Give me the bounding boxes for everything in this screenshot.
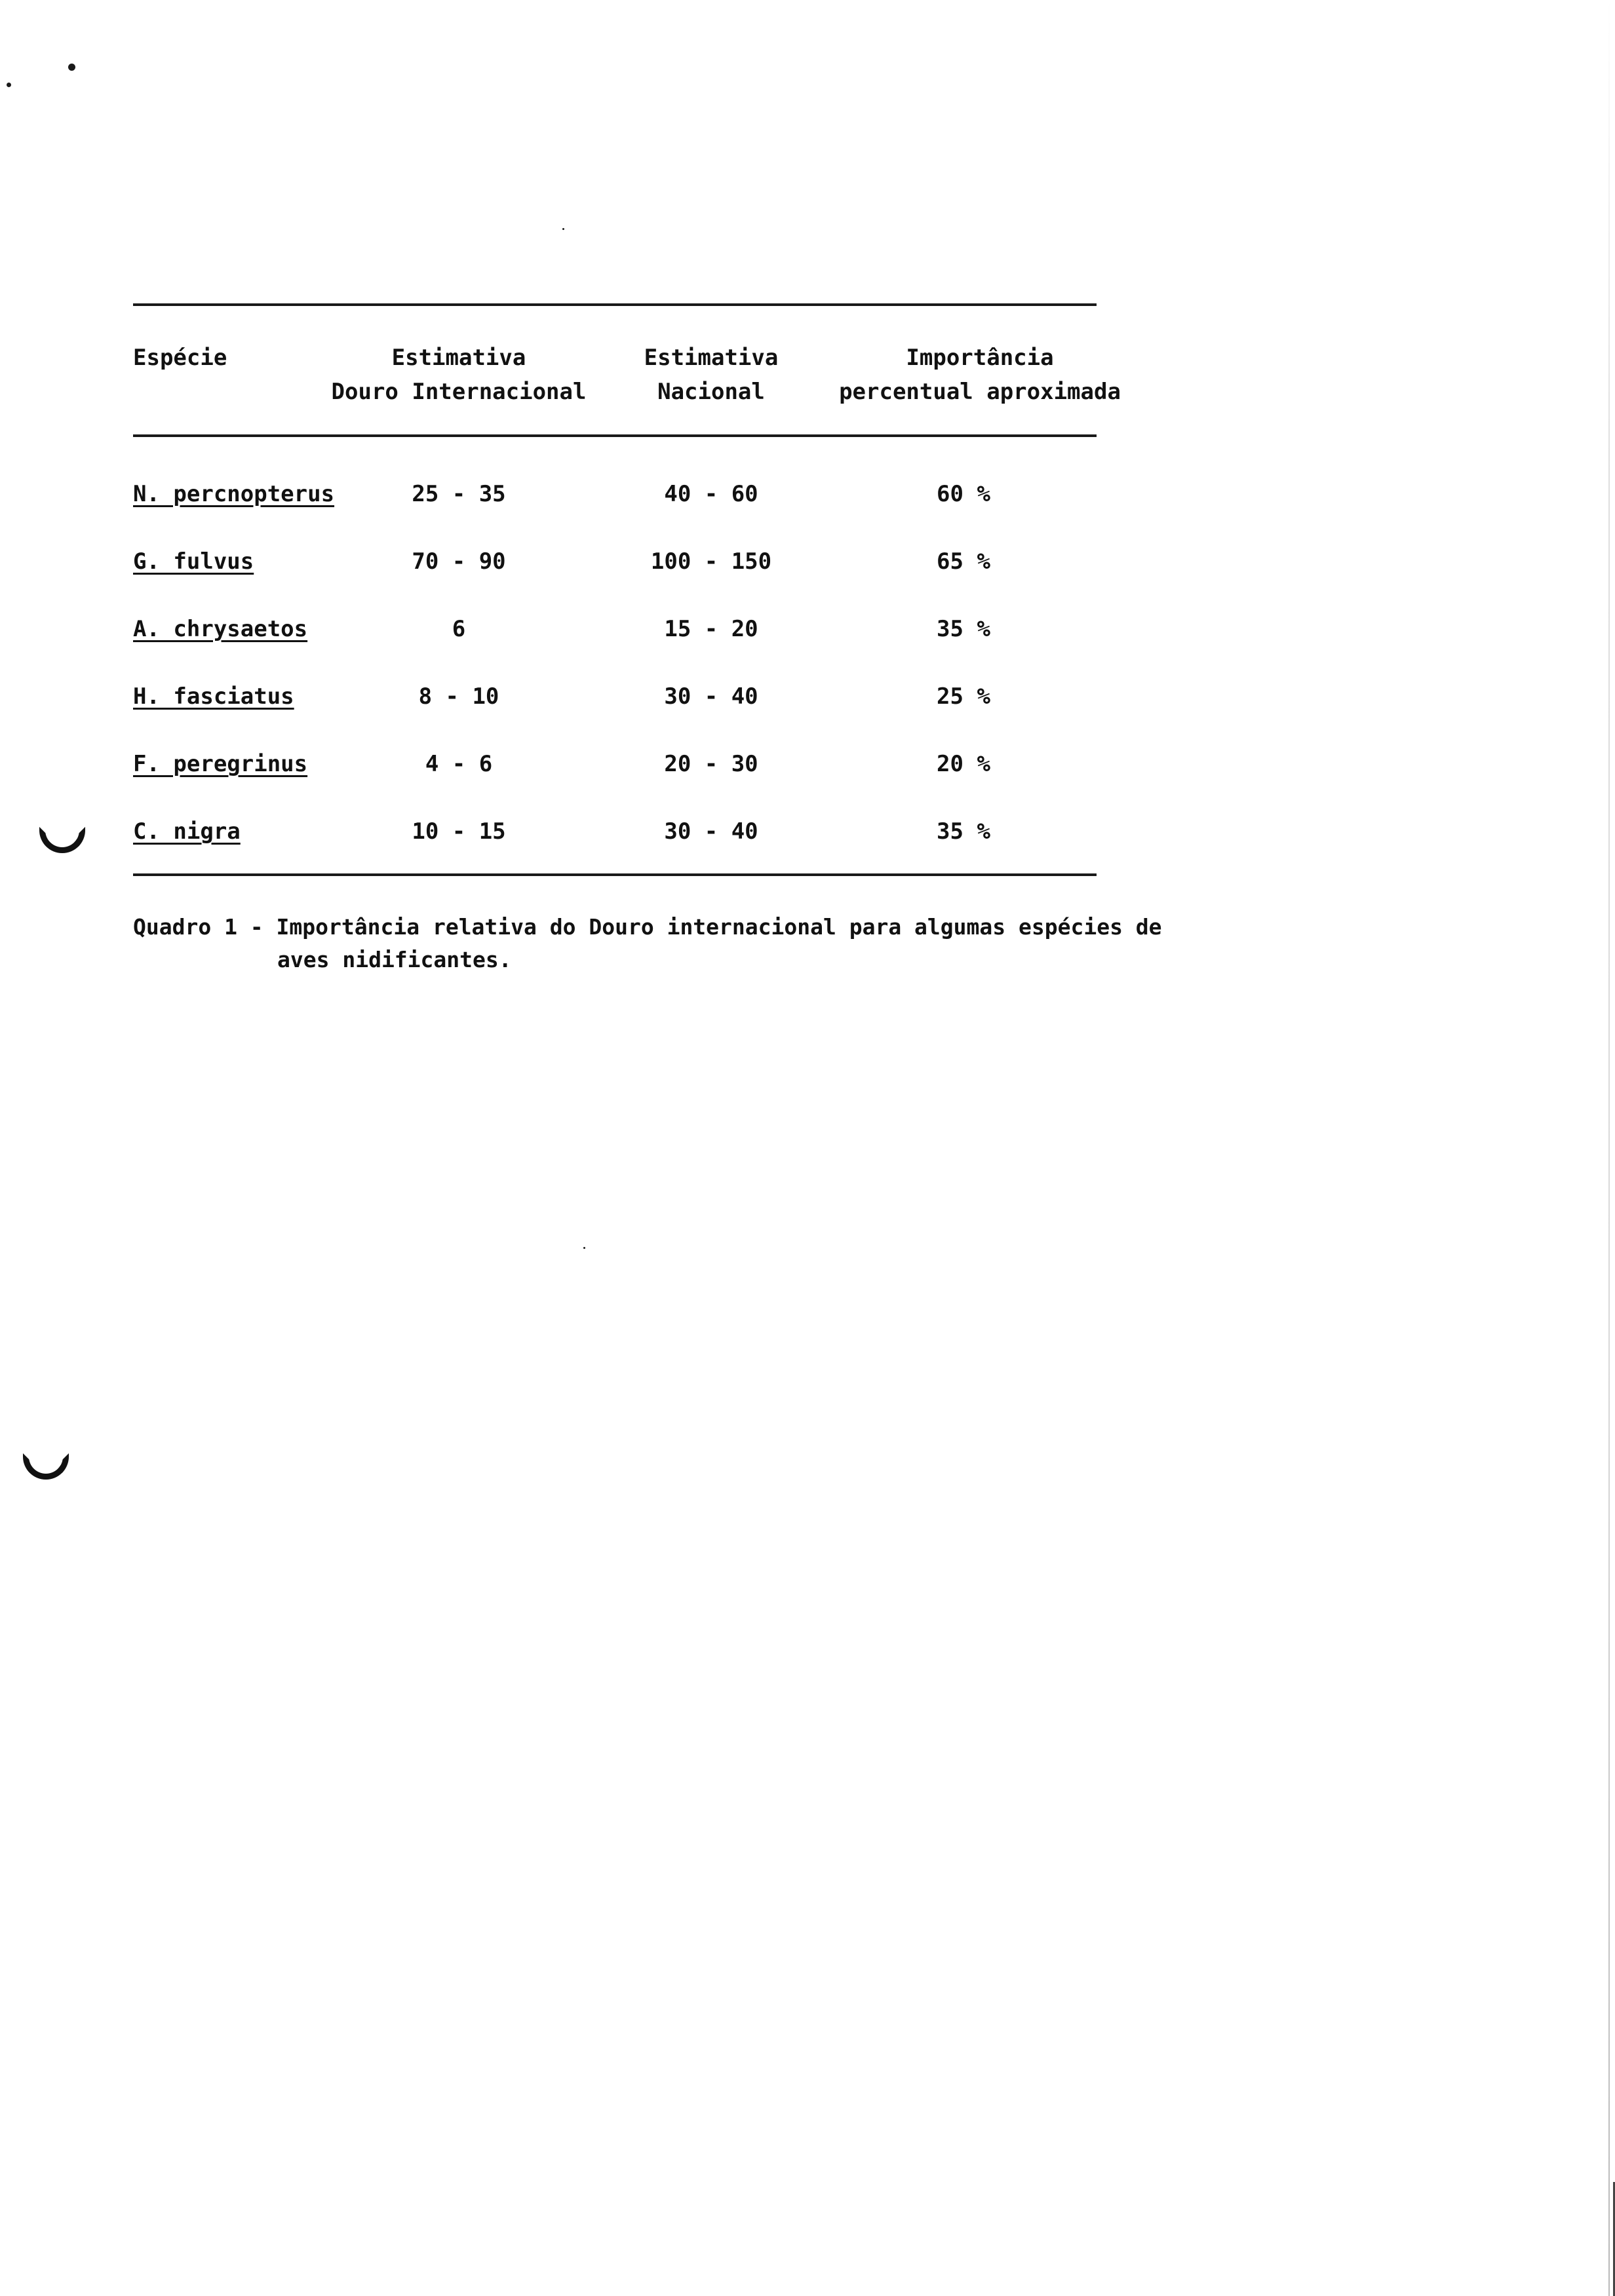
table-caption: [133, 911, 1162, 976]
caption-line2: aves nidificantes.: [277, 947, 512, 972]
importance-percent: 60 %: [937, 481, 990, 507]
importance-percent: 65 %: [937, 548, 990, 575]
importance-percent: 25 %: [937, 683, 990, 710]
importance-percent: 20 %: [937, 751, 990, 777]
header-douro-estimate: [328, 341, 590, 409]
header-importance-line1: Importância: [906, 345, 1054, 371]
national-estimate: 15 - 20: [664, 616, 758, 642]
national-estimate: 40 - 60: [664, 481, 758, 507]
national-estimate: 100 - 150: [650, 548, 772, 575]
importance-percent: 35 %: [937, 616, 990, 642]
table-top-rule: [133, 303, 1097, 306]
punch-hole-mark: [23, 1453, 69, 1480]
caption-line1: Quadro 1 - Importância relativa do Douro internacional para algumas espécies de: [133, 914, 1162, 940]
header-species: Espécie: [133, 345, 227, 371]
national-estimate: 30 - 40: [664, 818, 758, 845]
table-header-rule: [133, 434, 1097, 437]
national-estimate: 30 - 40: [664, 683, 758, 710]
douro-estimate: 4 - 6: [425, 751, 493, 777]
species-name: H. fasciatus: [133, 683, 294, 710]
species-name: A. chrysaetos: [133, 616, 308, 642]
header-douro-line1: Estimativa: [391, 345, 526, 371]
header-douro-line2: Douro Internacional: [331, 379, 587, 405]
species-name: F. peregrinus: [133, 751, 308, 777]
importance-percent: 35 %: [937, 818, 990, 845]
header-national-line1: Estimativa: [644, 345, 779, 371]
header-importance-line2: percentual aproximada: [839, 379, 1121, 405]
header-national-line2: Nacional: [657, 379, 765, 405]
header-importance: [839, 341, 1121, 409]
scan-speck: [7, 83, 11, 87]
national-estimate: 20 - 30: [664, 751, 758, 777]
douro-estimate: 8 - 10: [418, 683, 499, 710]
douro-estimate: 6: [452, 616, 466, 642]
species-name: N. percnopterus: [133, 481, 335, 507]
scan-speck: [583, 1247, 585, 1249]
douro-estimate: 10 - 15: [412, 818, 506, 845]
scan-speck: [68, 64, 75, 71]
douro-estimate: 25 - 35: [412, 481, 506, 507]
table-bottom-rule: [133, 873, 1097, 876]
species-name: G. fulvus: [133, 548, 254, 575]
header-national-estimate: [613, 341, 809, 409]
punch-hole-mark: [39, 827, 85, 853]
species-name: C. nigra: [133, 818, 241, 845]
page-edge-shadow: [1608, 0, 1610, 2296]
scan-speck: [562, 228, 564, 230]
douro-estimate: 70 - 90: [412, 548, 506, 575]
